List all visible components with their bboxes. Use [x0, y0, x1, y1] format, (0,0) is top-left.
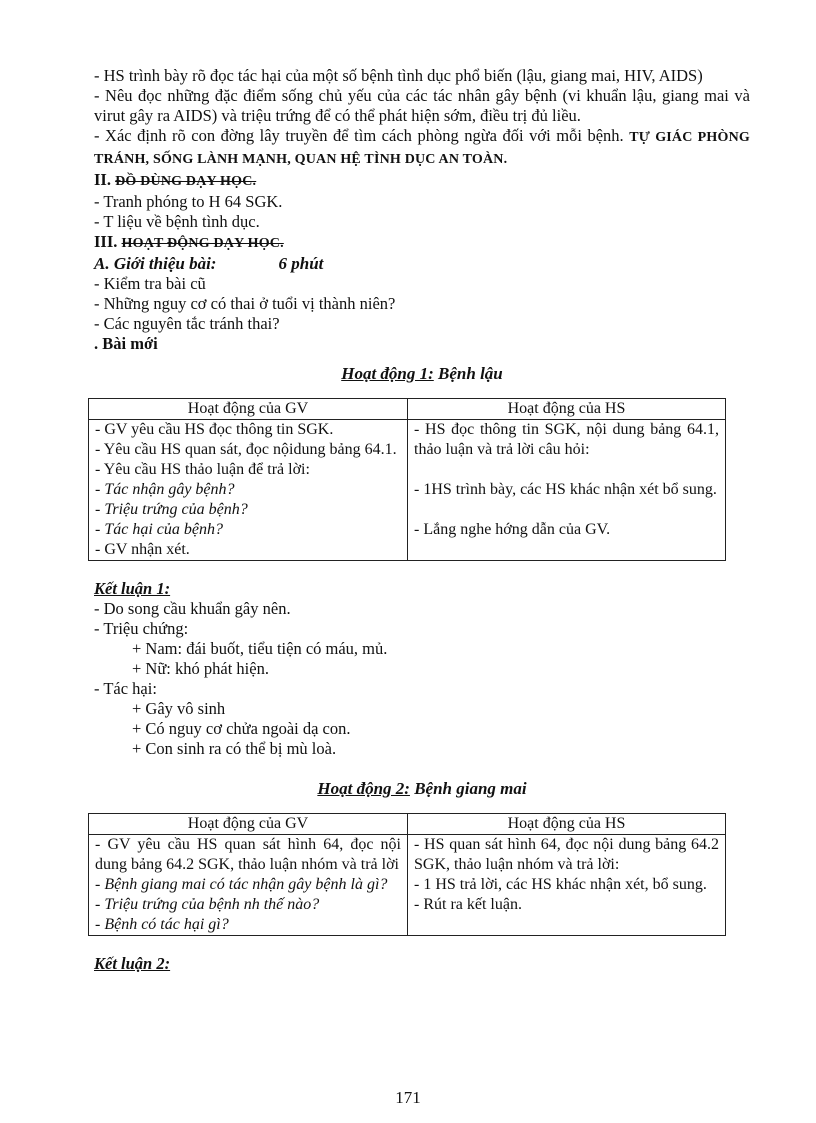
- conclusion-1-line: + Nam: đái buốt, tiểu tiện có máu, mủ.: [132, 639, 388, 658]
- conclusion-1-label: Kết luận 1:: [94, 579, 171, 598]
- conclusion-1-line: - Tác hại:: [94, 679, 157, 698]
- part-a-time: 6 phút: [278, 254, 324, 273]
- bai-moi-heading: . Bài mới: [94, 334, 158, 353]
- section-2-title: ĐỒ DÙNG DẠY HỌC.: [115, 174, 257, 189]
- conclusion-1-line: - Do song cầu khuẩn gây nên.: [94, 599, 291, 618]
- part-a-item: - Những nguy cơ có thai ở tuổi vị thành niên?: [94, 294, 396, 313]
- conclusion-2-label: Kết luận 2:: [94, 954, 171, 973]
- activity-1-label: Hoạt động 1:: [341, 364, 434, 383]
- objective-2: - Nêu đọc những đặc điểm sống chủ yếu của các tác nhân gây bệnh (vi khuẩn lậu, giang mai và virut gây ra AIDS) và triệu trứng để có thể phát hiện sớm, điều trị đủ liều.: [94, 86, 750, 125]
- column-header-hs: Hoạt động của HS: [408, 814, 726, 835]
- objective-1: - HS trình bày rõ đọc tác hại của một số bệnh tình dục phổ biến (lậu, giang mai, HIV, AIDS): [94, 66, 703, 85]
- section-2-item: - T liệu về bệnh tình dục.: [94, 212, 260, 231]
- page-number: 171: [395, 1088, 421, 1107]
- column-header-hs: Hoạt động của HS: [408, 399, 726, 420]
- section-2-heading: II. ĐỒ DÙNG DẠY HỌC.: [94, 170, 257, 189]
- conclusion-1-line: - Triệu chứng:: [94, 619, 189, 638]
- conclusion-1-line: + Con sinh ra có thể bị mù loà.: [132, 739, 337, 758]
- gv-cell: - GV yêu cầu HS đọc thông tin SGK. - Yêu cầu HS quan sát, đọc nộidung bảng 64.1. - Yêu cầu HS thảo luận để trả lời: - Tác nhận gây bệnh? - Triệu trứng của bệnh? - Tác hại của bệnh? - GV nhận xét.: [89, 420, 408, 561]
- activity-1-table: [88, 398, 726, 561]
- objective-3: - Xác định rõ con đờng lây truyền để tìm cách phòng ngừa đối với mỗi bệnh. TỰ GIÁC PHÒNG TRÁNH, SỐNG LÀNH MẠNH, QUAN HỆ TÌNH DỤC AN TOÀN.: [94, 126, 750, 167]
- gv-cell: - GV yêu cầu HS quan sát hình 64, đọc nội dung bảng 64.2 SGK, thảo luận nhóm và trả lời - Bệnh giang mai có tác nhận gây bệnh là gì? - Triệu trứng của bệnh nh thế nào? - Bệnh có tác hại gì?: [89, 835, 408, 936]
- activity-2-title: Hoạt động 2: Bệnh giang mai: [317, 779, 527, 798]
- section-3-title: HOẠT ĐỘNG DẠY HỌC.: [121, 236, 284, 251]
- conclusion-1-line: + Gây vô sinh: [132, 699, 226, 718]
- part-a-heading: A. Giới thiệu bài: 6 phút: [94, 254, 324, 273]
- activity-2-label: Hoạt động 2:: [317, 779, 410, 798]
- activity-2-table: [88, 813, 726, 936]
- section-3-heading: III. HOẠT ĐỘNG DẠY HỌC.: [94, 232, 284, 251]
- document-page: [94, 66, 750, 974]
- section-2-item: - Tranh phóng to H 64 SGK.: [94, 192, 283, 211]
- hs-cell: - HS đọc thông tin SGK, nội dung bảng 64.1, thảo luận và trả lời câu hỏi: - 1HS trình bày, các HS khác nhận xét bổ sung. - Lắng nghe hớng dẫn của GV.: [408, 420, 726, 561]
- hs-cell: - HS quan sát hình 64, đọc nội dung bảng 64.2 SGK, thảo luận nhóm và trả lời: - 1 HS trả lời, các HS khác nhận xét, bổ sung. - Rút ra kết luận.: [408, 835, 726, 936]
- column-header-gv: Hoạt động của GV: [89, 399, 408, 420]
- column-header-gv: Hoạt động của GV: [89, 814, 408, 835]
- objective-3-caps: TỰ GIÁC PHÒNG TRÁNH, SỐNG LÀNH MẠNH, QUAN HỆ TÌNH DỤC AN TOÀN.: [94, 130, 750, 167]
- part-a-item: - Kiểm tra bài cũ: [94, 274, 206, 293]
- conclusion-1-line: + Nữ: khó phát hiện.: [132, 659, 269, 678]
- part-a-item: - Các nguyên tắc tránh thai?: [94, 314, 280, 333]
- activity-1-title: Hoạt động 1: Bệnh lậu: [341, 364, 503, 383]
- conclusion-1-line: + Có nguy cơ chửa ngoài dạ con.: [132, 719, 351, 738]
